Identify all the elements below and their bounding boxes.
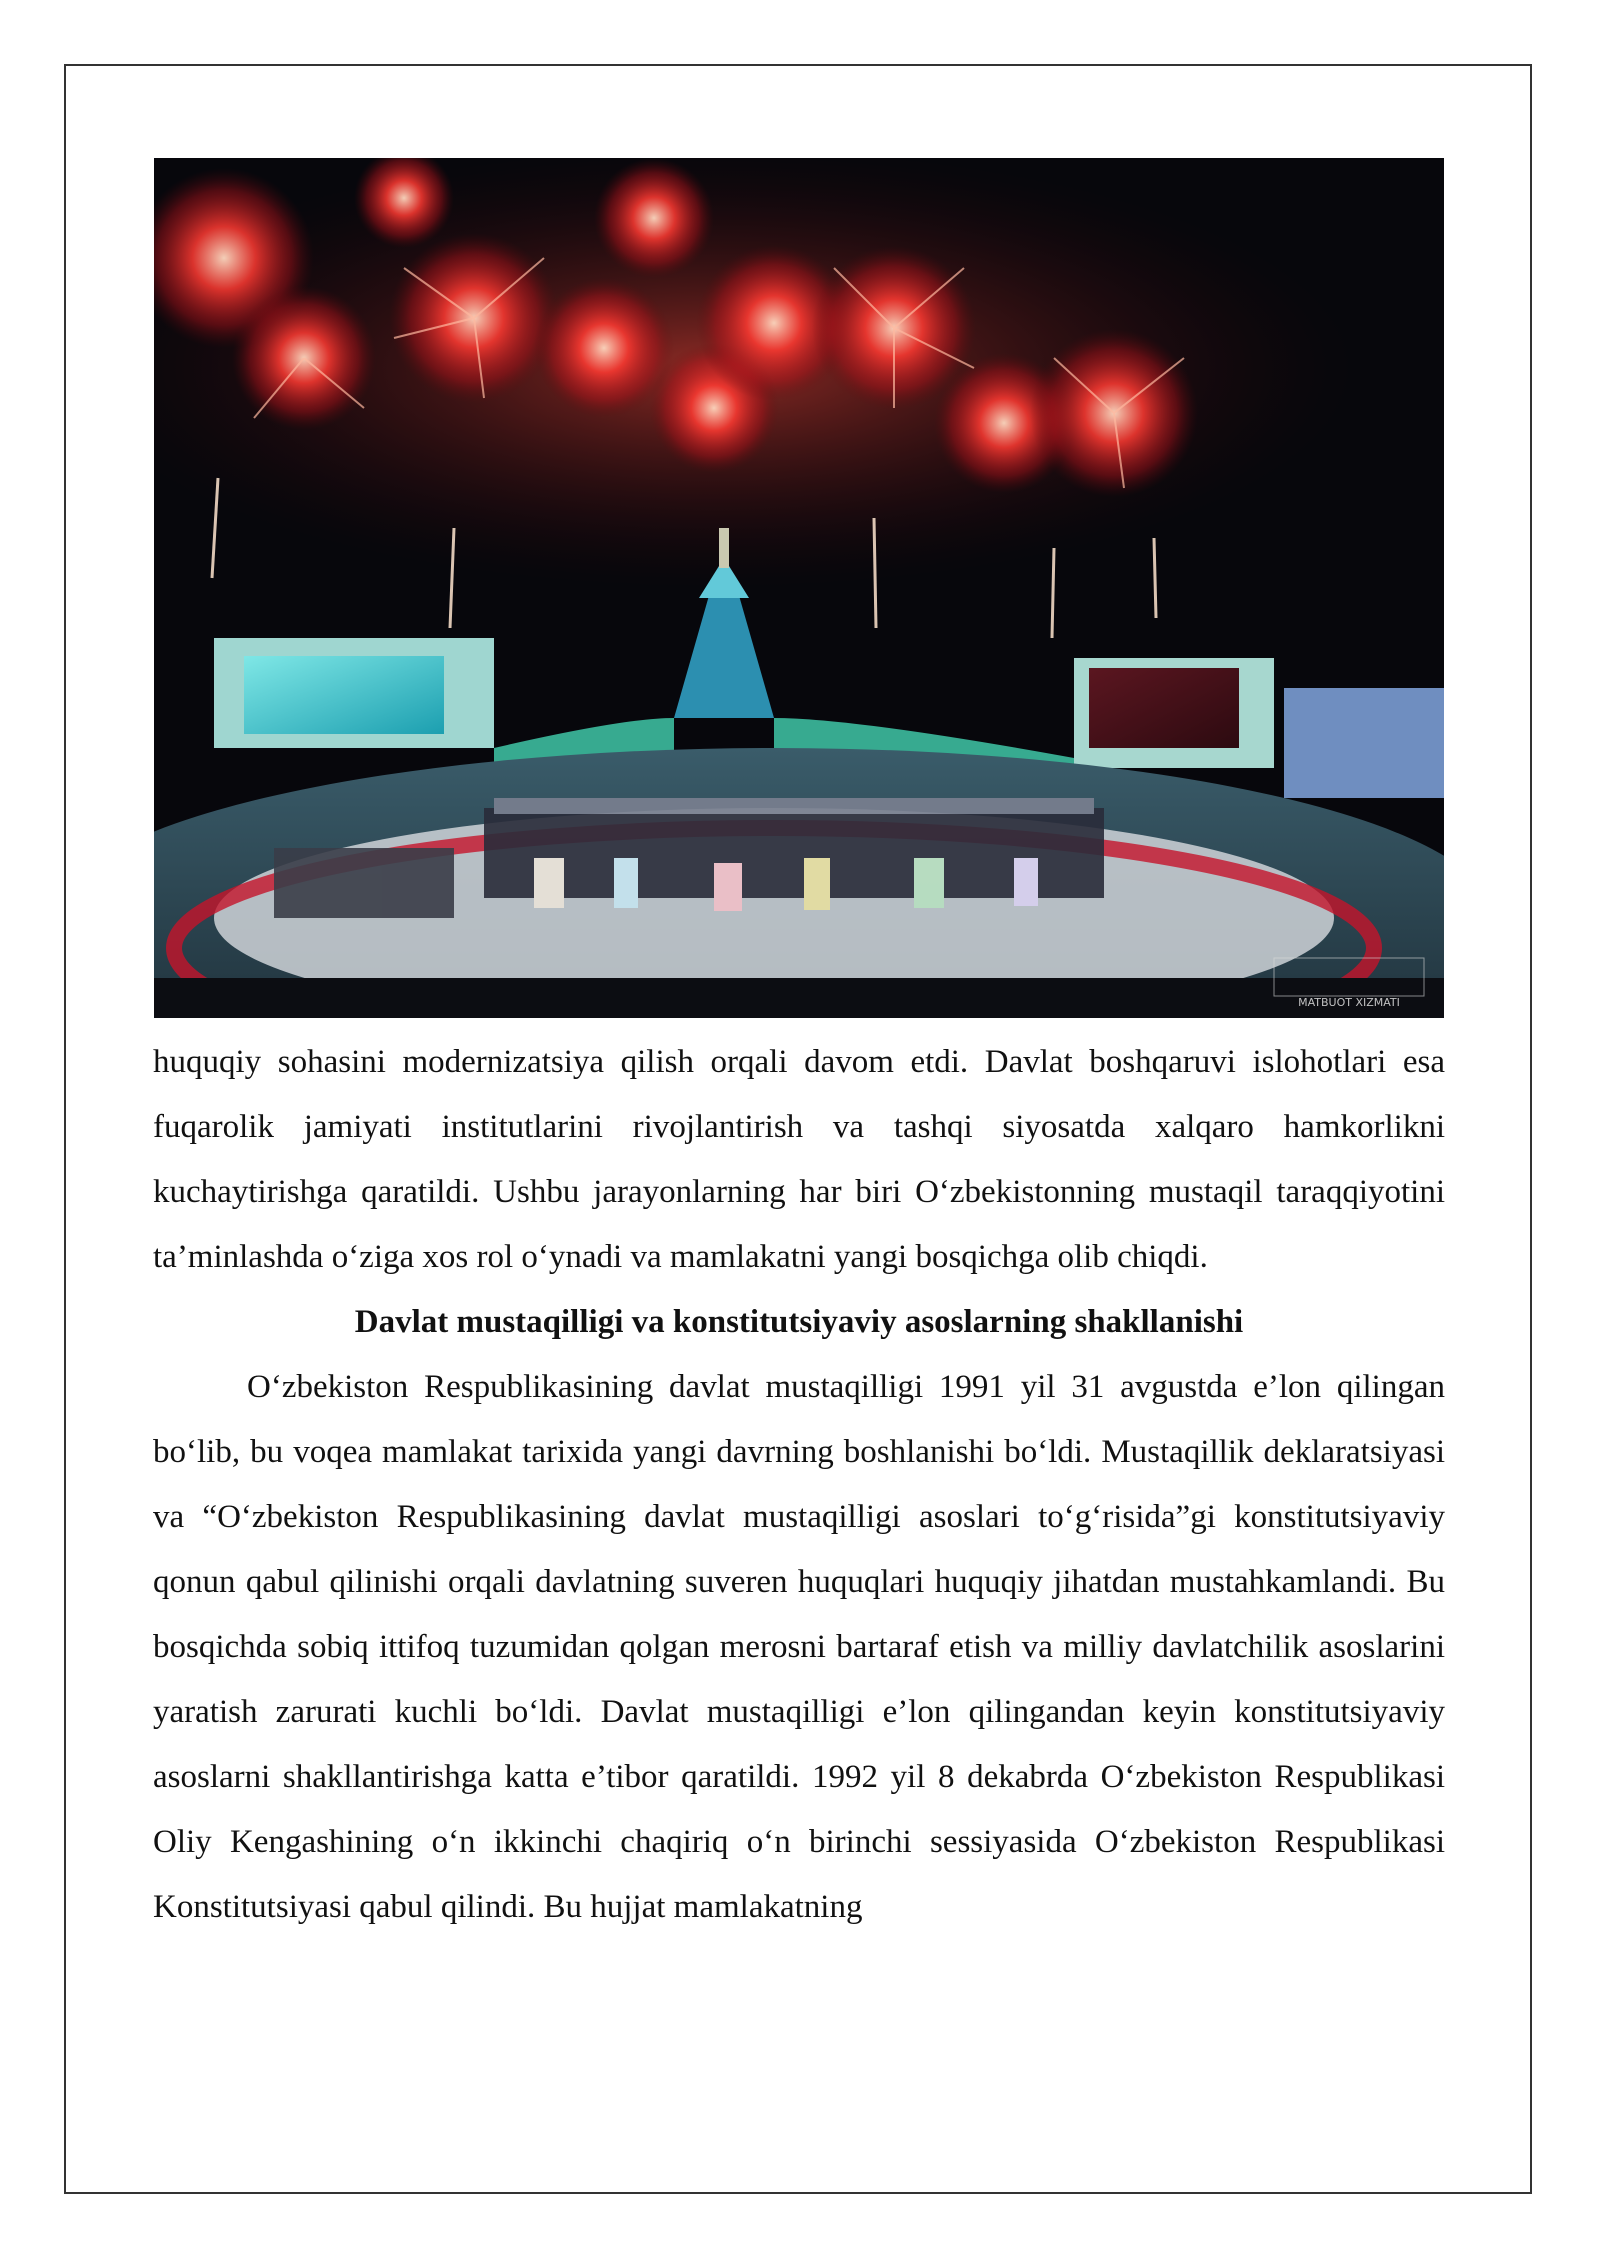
photo-watermark: MATBUOT XIZMATI — [1298, 996, 1400, 1009]
celebration-photo — [154, 158, 1444, 1018]
document-body — [153, 1030, 1445, 1940]
paragraph-continued: huquqiy sohasini modernizatsiya qilish orqali davom etdi. Davlat boshqaruvi islohotlari esa fuqarolik jamiyati institutlarini rivojlantirish va tashqi siyosatda xalqaro hamkorlikni kuchaytirishga qaratildi. Ushbu jarayonlarning har biri O‘zbekistonning mustaqil taraqqiyotini ta’minlashda o‘ziga xos rol o‘ynadi va mamlakatni yangi bosqichga olib chiqdi. — [153, 1044, 1445, 1275]
section-heading: Davlat mustaqilligi va konstitutsiyaviy asoslarning shakllanishi — [354, 1304, 1244, 1340]
paragraph-main: O‘zbekiston Respublikasining davlat mustaqilligi 1991 yil 31 avgustda e’lon qilingan bo‘lib, bu voqea mamlakat tarixida yangi davrning boshlanishi bo‘ldi. Mustaqillik deklaratsiyasi va “O‘zbekiston Respublikasining davlat mustaqilligi asoslari to‘g‘risida”gi konstitutsiyaviy qonun qabul qilinishi orqali davlatning suveren huquqlari huquqiy jihatdan mustahkamlandi. Bu bosqichda sobiq ittifoq tuzumidan qolgan merosni bartaraf etish va milliy davlatchilik asoslarini yaratish zarurati kuchli bo‘ldi. Davlat mustaqilligi e’lon qilingandan keyin konstitutsiyaviy asoslarni shakllantirishga katta e’tibor qaratildi. 1992 yil 8 dekabrda O‘zbekiston Respublikasi Oliy Kengashining o‘n ikkinchi chaqiriq o‘n birinchi sessiyasida O‘zbekiston Respublikasi Konstitutsiyasi qabul qilindi. Bu hujjat mamlakatning — [153, 1369, 1445, 1925]
fireworks-illustration — [154, 158, 1444, 1018]
